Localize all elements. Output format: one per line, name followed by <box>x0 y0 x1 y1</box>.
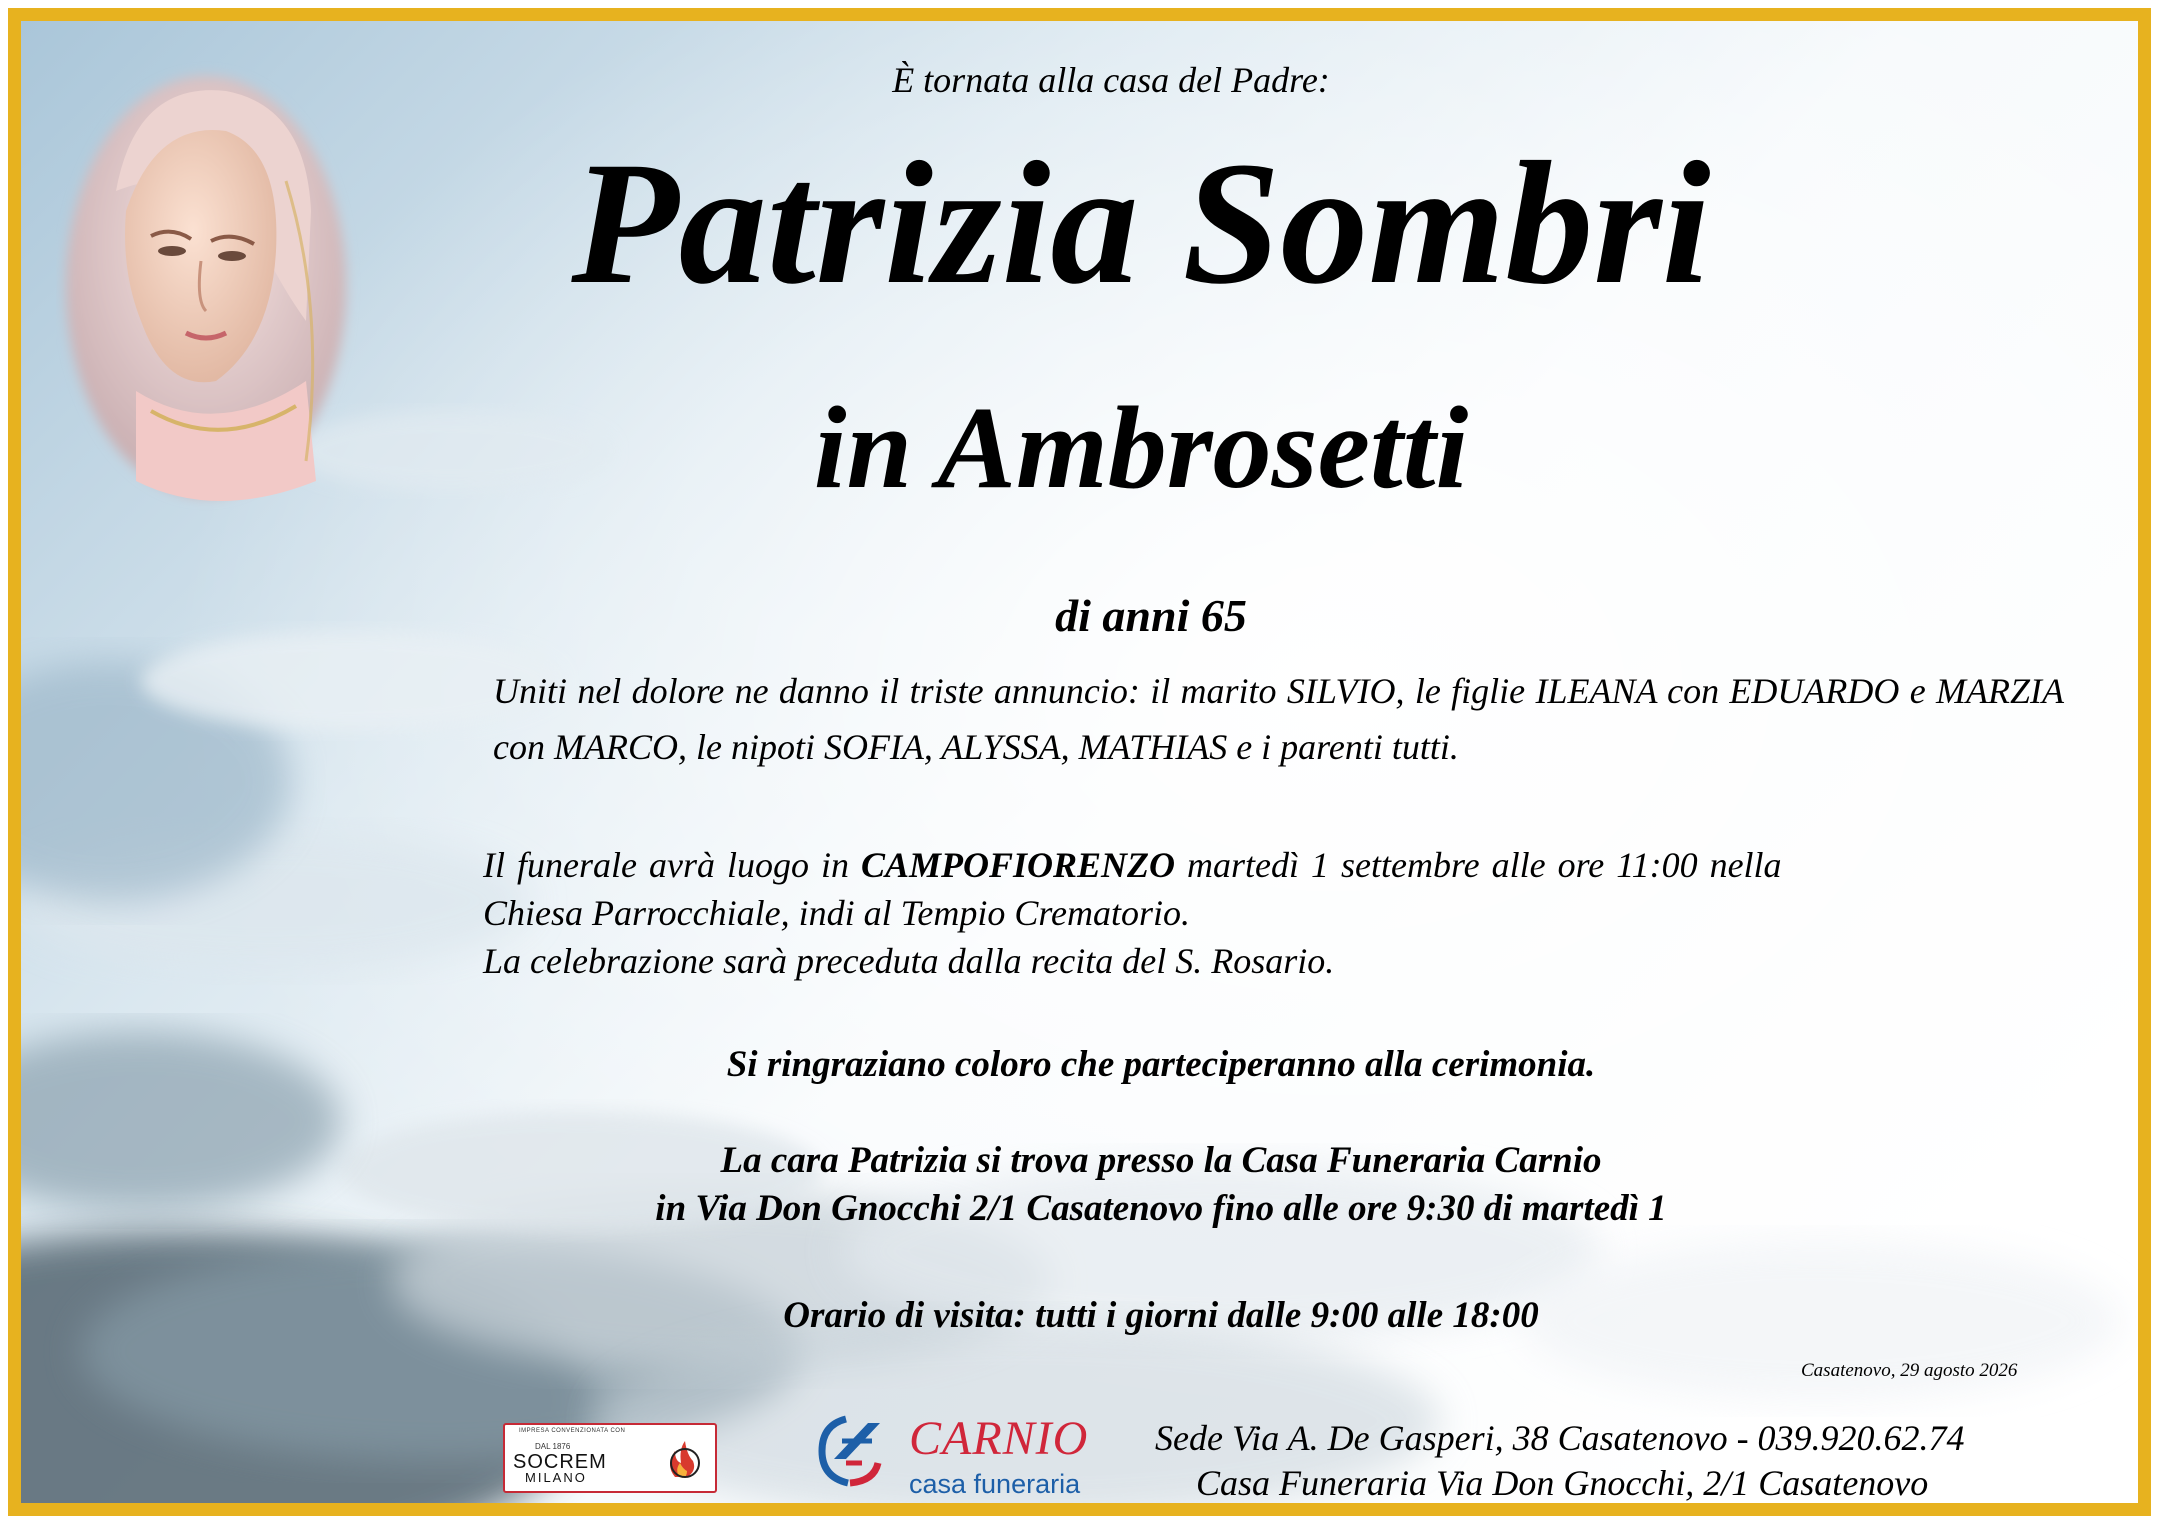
socrem-since: DAL 1876 <box>535 1442 571 1451</box>
date-place: Casatenovo, 29 agosto 2026 <box>1801 1360 2018 1381</box>
funeral-line-1 <box>483 841 1782 889</box>
funeral-place: CAMPOFIORENZO <box>860 845 1176 885</box>
deceased-name: Patrizia Sombri <box>571 126 1711 321</box>
funeral-line-1-post: martedì 1 settembre alle ore 11:00 nella <box>1175 845 1782 885</box>
intro-line: È tornata alla casa del Padre: <box>892 60 1330 100</box>
married-name: in Ambrosetti <box>813 382 1469 513</box>
address-line-1: Sede Via A. De Gasperi, 38 Casatenovo - 039.920.62.74 <box>1155 1418 1965 1458</box>
carnio-name: CARNIO <box>909 1412 1089 1465</box>
socrem-logo <box>503 1423 717 1493</box>
flame-icon <box>661 1437 701 1481</box>
socrem-affiliation: IMPRESA CONVENZIONATA CON <box>519 1428 626 1434</box>
age-line: di anni 65 <box>1055 590 1247 641</box>
obituary-frame <box>8 8 2151 1516</box>
carnio-emblem-icon <box>816 1411 886 1491</box>
announcement-text: Uniti nel dolore ne danno il triste annuncio: il marito SILVIO, le figlie ILEANA con EDUARDO e MARZIA con MARCO, le nipoti SOFIA, ALYSSA, MATHIAS e i parenti tutti. <box>493 671 2064 767</box>
funeral-line-1-pre: Il funerale avrà luogo in <box>483 845 861 885</box>
madonna-image <box>56 61 376 521</box>
visiting-hours: Orario di visita: tutti i giorni dalle 9:00 alle 18:00 <box>783 1295 1539 1336</box>
address-line-2: Casa Funeraria Via Don Gnocchi, 2/1 Casatenovo <box>1196 1463 1929 1503</box>
funeral-line-2: Chiesa Parrocchiale, indi al Tempio Crematorio. <box>483 893 1190 933</box>
location-line-1: La cara Patrizia si trova presso la Casa Funeraria Carnio <box>720 1140 1602 1181</box>
socrem-city: MILANO <box>525 1470 587 1485</box>
location-line-2: in Via Don Gnocchi 2/1 Casatenovo fino alle ore 9:30 di martedì 1 <box>655 1188 1667 1229</box>
carnio-subtitle: casa funeraria <box>909 1469 1081 1499</box>
socrem-name: SOCREM <box>513 1451 607 1473</box>
funeral-line-3: La celebrazione sarà preceduta dalla recita del S. Rosario. <box>483 941 1335 981</box>
thanks-line: Si ringraziano coloro che parteciperanno alla cerimonia. <box>726 1044 1596 1085</box>
